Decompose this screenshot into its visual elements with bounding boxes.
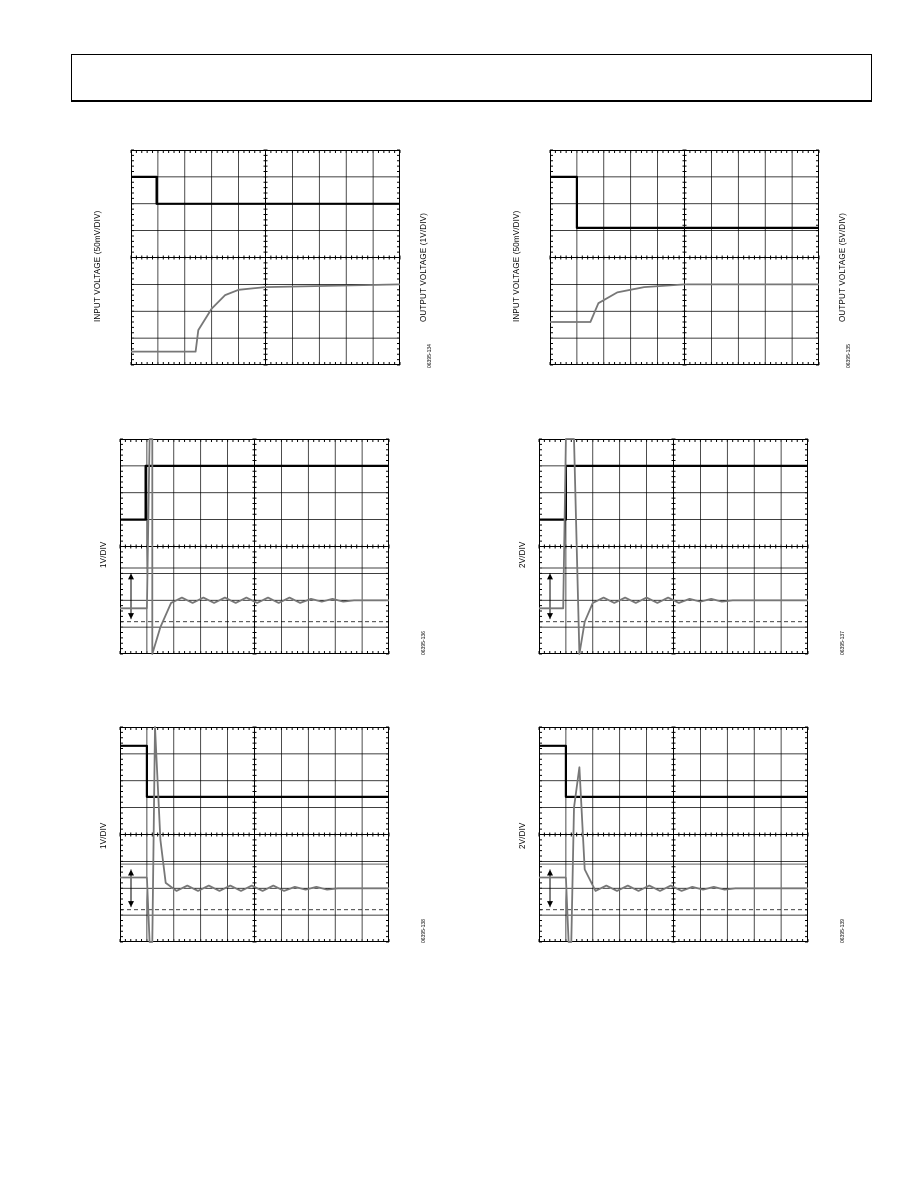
figure-id-4: 06395-137: [840, 631, 846, 655]
ylabel-left-1: INPUT VOLTAGE (50mV/DIV): [93, 210, 102, 322]
ylabel-left-6: 2V/DIV: [518, 822, 527, 849]
ylabel-left-4: 2V/DIV: [518, 541, 527, 568]
figure-id-5: 06395-138: [421, 919, 427, 943]
scope-svg: [539, 439, 808, 654]
scope-svg: [539, 727, 808, 942]
ylabel-right-1: OUTPUT VOLTAGE (1V/DIV): [419, 212, 428, 322]
figure-id-1: 06395-134: [427, 344, 433, 368]
scope-plot-3: [120, 439, 389, 654]
scope-plot-5: [120, 727, 389, 942]
scope-svg: [131, 150, 400, 365]
figure-id-2: 06395-135: [846, 344, 852, 368]
ylabel-left-3: 1V/DIV: [99, 541, 108, 568]
scope-plot-2: [550, 150, 819, 365]
scope-plot-1: [131, 150, 400, 365]
scope-plot-4: [539, 439, 808, 654]
scope-svg: [120, 727, 389, 942]
figure-id-6: 06395-139: [840, 919, 846, 943]
scope-svg: [120, 439, 389, 654]
ylabel-right-2: OUTPUT VOLTAGE (5V/DIV): [838, 212, 847, 322]
figure-id-3: 06395-136: [421, 631, 427, 655]
scope-plot-6: [539, 727, 808, 942]
ylabel-left-2: INPUT VOLTAGE (50mV/DIV): [512, 210, 521, 322]
scope-svg: [550, 150, 819, 365]
ylabel-left-5: 1V/DIV: [99, 822, 108, 849]
page-header-box: [71, 54, 872, 102]
